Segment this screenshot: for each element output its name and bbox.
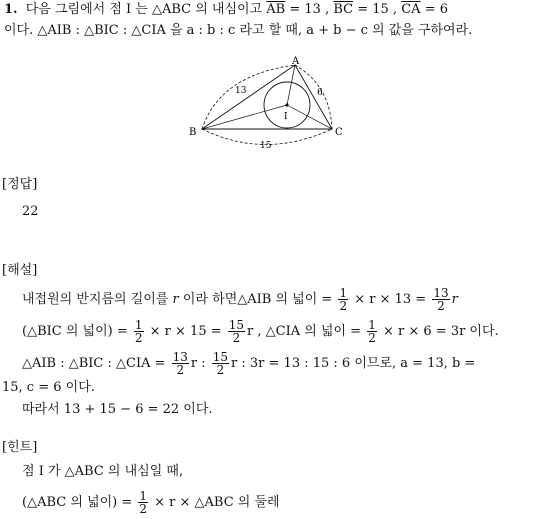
frac-num: 1 <box>139 489 148 503</box>
frac-den: 2 <box>176 363 185 377</box>
sol-l3-pre: △AIB : △BIC : △CIA = <box>22 356 170 371</box>
answer-value: 22 <box>22 204 39 219</box>
segment-bc: $\overline{BC}$ <box>333 2 354 17</box>
sol-l2-end: × r × 6 = 3r 이다. <box>378 324 499 339</box>
fraction <box>228 319 245 344</box>
fraction <box>134 319 144 344</box>
answer-header: [정답] <box>2 177 38 192</box>
solution-header: [해설] <box>2 263 38 278</box>
frac-den: 2 <box>216 363 225 377</box>
sol-l3-end: r : 3r = 13 : 15 : 6 이므로, a = 13, b = <box>231 356 476 371</box>
hint-header: [힌트] <box>2 440 38 455</box>
ab-value: = 13 , <box>285 2 334 17</box>
label-i: I <box>284 112 288 122</box>
frac-den: 2 <box>232 331 241 345</box>
segment-ab: $\overline{AB}$ <box>266 2 286 17</box>
frac-den: 2 <box>339 299 348 313</box>
solution-line-1 <box>22 287 458 312</box>
ca-value: = 6 <box>420 2 448 17</box>
sol-l2-pre: (△BIC 의 넓이) = <box>22 324 132 339</box>
frac-den: 2 <box>437 299 445 313</box>
label-a: A <box>292 56 300 67</box>
solution-line-5: 따라서 13 + 15 − 6 = 22 이다. <box>22 402 213 417</box>
fraction <box>367 319 377 344</box>
segment-ca: $\overline{CA}$ <box>401 2 421 17</box>
fraction <box>172 351 189 376</box>
sol-l1-mid: 이라 하면△AIB 의 넓이 = <box>178 292 337 307</box>
fraction <box>138 490 148 515</box>
hint-l2-end: × r × △ABC 의 둘레 <box>150 495 280 510</box>
frac-num: 15 <box>212 350 229 364</box>
sol-l2-mid2: r , △CIA 의 넓이 = <box>247 324 366 339</box>
frac-den: 2 <box>139 502 148 516</box>
frac-num: 15 <box>228 318 245 332</box>
frac-num: 13 <box>433 286 449 300</box>
label-c: C <box>335 127 343 138</box>
solution-line-3 <box>22 351 475 376</box>
hint-line-1: 점 I 가 △ABC 의 내심일 때, <box>22 464 184 479</box>
problem-number: 1. <box>4 2 18 17</box>
hint-l2-pre: (△ABC 의 넓이) = <box>22 495 137 510</box>
label-bc: 15 <box>260 141 272 151</box>
fraction <box>338 287 348 312</box>
problem-text-pre: 다음 그림에서 점 I 는 △ABC 의 내심이고 <box>25 2 267 17</box>
label-b: B <box>189 127 197 138</box>
solution-line-4: 15, c = 6 이다. <box>2 380 95 395</box>
frac-num: 1 <box>134 318 143 332</box>
fraction <box>432 287 449 312</box>
fraction <box>212 351 229 376</box>
frac-den: 2 <box>368 331 376 345</box>
frac-den: 2 <box>134 331 143 345</box>
label-ca: 6 <box>317 88 323 98</box>
problem-line-1 <box>4 2 448 18</box>
frac-num: 13 <box>172 350 188 364</box>
frac-num: 1 <box>339 286 348 300</box>
problem-line-2: 이다. △AIB : △BIC : △CIA 을 a : b : c 라고 할 때, a + b − c 의 값을 구하여라. <box>4 23 473 38</box>
sol-l1-pre: 내접원의 반지름의 길이를 <box>22 292 173 307</box>
triangle-figure <box>180 55 360 155</box>
bc-value: = 15 , <box>353 2 402 17</box>
frac-num: 1 <box>368 318 376 332</box>
sol-l1-r: r <box>172 292 179 307</box>
hint-line-2 <box>22 490 280 515</box>
solution-line-2 <box>22 319 499 344</box>
sol-l1-end: r <box>451 292 458 307</box>
sol-l3-mid: r : <box>190 356 210 371</box>
sol-l2-mid: × r × 15 = <box>145 324 226 339</box>
sol-l1-tail: × r × 13 = <box>350 292 431 307</box>
label-ab: 13 <box>235 86 247 96</box>
